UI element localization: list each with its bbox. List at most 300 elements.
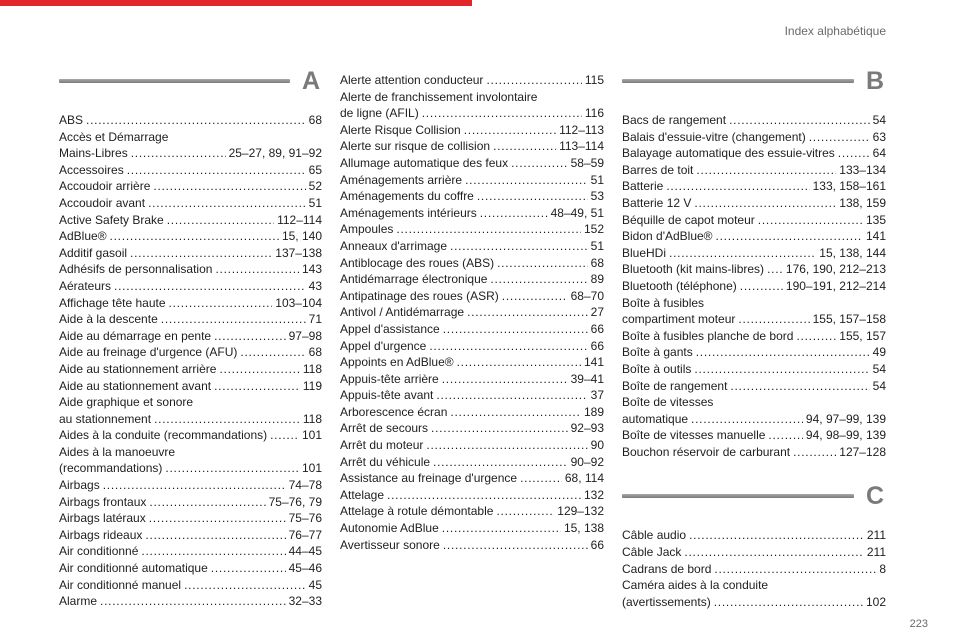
- index-entry: [59, 178, 322, 195]
- index-entry-pages: 143: [301, 262, 322, 277]
- dot-leader: [694, 361, 869, 378]
- index-entry: [340, 89, 604, 122]
- index-entry-term: Balais d'essuie-vitre (changement): [622, 129, 806, 144]
- index-entry-term: Antiblocage des roues (ABS): [340, 255, 495, 270]
- index-entry-pages: 90–92: [570, 454, 604, 469]
- index-entry-term: Active Safety Brake: [59, 212, 164, 227]
- section-header-b: [622, 67, 886, 112]
- index-entry-term: Appuis-tête avant: [340, 388, 434, 403]
- index-entry-row: [59, 494, 322, 511]
- index-entry-pages: 51: [590, 172, 604, 187]
- index-entry-heading: Boîte de vitesses: [622, 395, 714, 410]
- index-entry-row: [622, 245, 886, 262]
- index-entry-row: [340, 470, 604, 487]
- index-entry: [59, 295, 322, 312]
- index-entry-term: Bluetooth (téléphone): [622, 278, 737, 293]
- index-entry-pages: 45: [308, 577, 322, 592]
- dot-leader: [669, 245, 816, 262]
- index-entry-row: [59, 477, 322, 494]
- index-entry-pages: 65: [308, 162, 322, 177]
- index-entry-term: Attelage: [340, 487, 385, 502]
- section-letter: C: [865, 482, 884, 511]
- dot-leader: [486, 72, 581, 89]
- dot-leader: [148, 195, 306, 212]
- index-entry: [622, 527, 886, 544]
- index-entry-term: compartiment moteur: [622, 312, 736, 327]
- index-entry-pages: 15, 140: [281, 229, 322, 244]
- section-header-c: [622, 482, 886, 527]
- index-entry-term: Bidon d'AdBlue®: [622, 229, 713, 244]
- index-column-2: [340, 0, 604, 553]
- index-entry: [59, 328, 322, 345]
- index-entry: [340, 454, 604, 471]
- index-entry-pages: 133–134: [839, 162, 886, 177]
- index-entry: [622, 577, 886, 610]
- dot-leader: [716, 228, 863, 245]
- index-entry-term: Avertisseur sonore: [340, 537, 440, 552]
- index-entry: [340, 321, 604, 338]
- index-entry-pages: 76–77: [288, 527, 322, 542]
- index-entry-term: Batterie 12 V: [622, 195, 692, 210]
- dot-leader: [184, 577, 306, 594]
- index-entry-row: [622, 561, 886, 578]
- index-entry-term: Aides à la conduite (recommandations): [59, 428, 268, 443]
- dot-leader: [130, 245, 272, 262]
- index-entry: [59, 129, 322, 162]
- index-entry-term: Accoudoir arrière: [59, 179, 151, 194]
- dot-leader: [714, 594, 863, 611]
- index-entry: [622, 361, 886, 378]
- index-entry-row: [59, 112, 322, 129]
- index-entry-pages: 15, 138, 144: [819, 245, 886, 260]
- index-entry-heading: Accès et Démarrage: [59, 129, 169, 144]
- dot-leader: [131, 145, 226, 162]
- index-entry-heading: Boîte à fusibles: [622, 295, 705, 310]
- index-entry-pages: 133, 158–161: [812, 179, 886, 194]
- index-entry-pages: 190–191, 212–214: [785, 278, 886, 293]
- index-entry: [340, 155, 604, 172]
- index-entry: [622, 378, 886, 395]
- index-entry-pages: 119: [302, 378, 322, 393]
- index-entry-row: [59, 560, 322, 577]
- index-entry: [622, 178, 886, 195]
- index-entry: [59, 427, 322, 444]
- index-entry: [622, 162, 886, 179]
- index-entry-pages: 66: [590, 537, 604, 552]
- index-entry-pages: 52: [308, 179, 322, 194]
- dot-leader: [493, 138, 556, 155]
- index-entry-row: [59, 311, 322, 328]
- index-entry-term: Boîte à outils: [622, 361, 692, 376]
- index-entry-pages: 90: [590, 438, 604, 453]
- index-entry-heading: Caméra aides à la conduite: [622, 578, 769, 593]
- dot-leader: [689, 527, 864, 544]
- index-entry-row: [59, 195, 322, 212]
- index-entry: [340, 122, 604, 139]
- dot-leader: [219, 361, 299, 378]
- index-entry-term: Alerte Risque Collision: [340, 122, 461, 137]
- index-entry-term: Alerte attention conducteur: [340, 73, 484, 87]
- index-entry-pages: 25–27, 89, 91–92: [228, 146, 322, 161]
- index-entry: [340, 537, 604, 554]
- index-entry: [340, 354, 604, 371]
- index-entry: [59, 245, 322, 262]
- index-entry: [340, 338, 604, 355]
- index-entry-term: Antivol / Antidémarrage: [340, 305, 465, 320]
- index-entry-pages: 113–114: [559, 139, 604, 154]
- dot-leader: [145, 527, 285, 544]
- index-entry-row: [59, 278, 322, 295]
- dot-leader: [714, 561, 876, 578]
- dot-leader: [464, 122, 556, 139]
- index-entry-row: [340, 122, 604, 139]
- index-entry-row: [622, 344, 886, 361]
- index-entry-term: Alerte sur risque de collision: [340, 139, 491, 154]
- index-entry-term: Cadrans de bord: [622, 561, 712, 576]
- dot-leader: [436, 387, 587, 404]
- index-entry-pages: 132: [583, 487, 604, 502]
- dot-leader: [740, 278, 783, 295]
- index-entry-row: [622, 527, 886, 544]
- dot-leader: [141, 543, 285, 560]
- index-entry-term: Autonomie AdBlue: [340, 521, 439, 536]
- index-entry-term: Antidémarrage électronique: [340, 272, 488, 287]
- index-entry-pages: 141: [865, 229, 886, 244]
- index-entry: [59, 444, 322, 477]
- index-entry-row: [340, 387, 604, 404]
- dot-leader: [511, 155, 568, 172]
- index-entry-pages: 118: [302, 411, 322, 426]
- dot-leader: [684, 544, 863, 561]
- index-entry-row: [340, 105, 604, 122]
- dot-leader: [696, 344, 870, 361]
- index-entry-pages: 66: [590, 338, 604, 353]
- index-entry-row: [340, 437, 604, 454]
- dot-leader: [442, 371, 568, 388]
- dot-leader: [443, 537, 588, 554]
- dot-leader: [450, 238, 588, 255]
- dot-leader: [154, 411, 300, 428]
- index-entry-row: [622, 544, 886, 561]
- index-entry-row: [622, 444, 886, 461]
- dot-leader: [167, 212, 274, 229]
- index-entry-pages: 37: [590, 388, 604, 403]
- index-entry-term: Balayage automatique des essuie-vitres: [622, 146, 835, 161]
- index-entry: [59, 228, 322, 245]
- index-entry-row: [622, 361, 886, 378]
- index-entry: [622, 212, 886, 229]
- dot-leader: [149, 510, 286, 527]
- index-entry-row: [340, 221, 604, 238]
- index-entry: [59, 394, 322, 427]
- dot-leader: [240, 344, 305, 361]
- dot-leader: [730, 378, 869, 395]
- index-entry-pages: 89: [590, 272, 604, 287]
- index-entry-heading: Alerte de franchissement involontaire: [340, 89, 538, 104]
- index-entry-term: Câble audio: [622, 528, 687, 543]
- index-entry-pages: 53: [590, 189, 604, 204]
- index-entry-row: [340, 271, 604, 288]
- dot-leader: [169, 295, 273, 312]
- index-entry-pages: 116: [584, 106, 604, 121]
- index-entry-row: [340, 72, 604, 89]
- dot-leader: [520, 470, 562, 487]
- dot-leader: [796, 328, 836, 345]
- index-entry-pages: 115: [584, 73, 604, 87]
- index-entry-pages: 92–93: [570, 421, 604, 436]
- index-entry: [340, 138, 604, 155]
- index-entry: [59, 311, 322, 328]
- index-entry-row: [340, 205, 604, 222]
- index-entry: [622, 444, 886, 461]
- index-entry: [59, 361, 322, 378]
- index-entry: [622, 328, 886, 345]
- index-entry: [59, 560, 322, 577]
- dot-leader: [215, 261, 299, 278]
- index-entry-term: BlueHDi: [622, 245, 667, 260]
- index-entry: [622, 195, 886, 212]
- index-entry: [59, 577, 322, 594]
- index-entry: [59, 212, 322, 229]
- index-entry-row: [340, 304, 604, 321]
- index-entry-term: Aide au stationnement avant: [59, 378, 212, 393]
- index-entry: [340, 387, 604, 404]
- dot-leader: [767, 261, 783, 278]
- index-entry-row: [340, 238, 604, 255]
- index-entry-row: [59, 427, 322, 444]
- index-entry-row: [622, 378, 886, 395]
- index-entry-pages: 101: [301, 428, 322, 443]
- index-entry: [622, 129, 886, 146]
- index-entry-row: [340, 255, 604, 272]
- dot-leader: [110, 228, 279, 245]
- index-entry-pages: 135: [865, 212, 886, 227]
- dot-leader: [696, 162, 836, 179]
- index-entry-term: Arborescence écran: [340, 404, 448, 419]
- index-entry-term: Aérateurs: [59, 278, 112, 293]
- index-entry-pages: 75–76, 79: [268, 494, 322, 509]
- index-entry: [340, 221, 604, 238]
- dot-leader: [809, 129, 870, 146]
- section-rule: [59, 79, 290, 83]
- index-entry-pages: 211: [866, 545, 886, 560]
- dot-leader: [127, 162, 306, 179]
- dot-leader: [768, 427, 803, 444]
- index-entry: [59, 378, 322, 395]
- dot-leader: [496, 503, 554, 520]
- index-entry-term: automatique: [622, 411, 689, 426]
- index-entry-row: [59, 411, 322, 428]
- index-entry-row: [59, 261, 322, 278]
- index-entry-pages: 68, 114: [564, 471, 604, 486]
- index-entry-term: Béquille de capot moteur: [622, 212, 755, 227]
- dot-leader: [211, 560, 286, 577]
- index-entry-pages: 27: [590, 305, 604, 320]
- index-entry-pages: 44–45: [288, 544, 322, 559]
- index-entry: [59, 593, 322, 610]
- dot-leader: [387, 487, 581, 504]
- section-letter: B: [865, 67, 884, 95]
- dot-leader: [214, 378, 300, 395]
- index-column-3: [622, 0, 886, 610]
- index-entry-pages: 102: [865, 594, 886, 609]
- dot-leader: [426, 437, 587, 454]
- index-entry-term: Arrêt du moteur: [340, 438, 424, 453]
- index-entry: [59, 162, 322, 179]
- index-entry-pages: 51: [308, 195, 322, 210]
- index-entry-pages: 189: [583, 404, 604, 419]
- index-entry-row: [59, 527, 322, 544]
- dot-leader: [691, 411, 803, 428]
- index-entry-term: Appel d'assistance: [340, 321, 440, 336]
- index-entry-row: [59, 162, 322, 179]
- index-entry-row: [622, 112, 886, 129]
- index-entry: [59, 510, 322, 527]
- index-entry: [340, 520, 604, 537]
- index-entry-term: Aménagements intérieurs: [340, 205, 477, 220]
- index-entry-term: Assistance au freinage d'urgence: [340, 471, 518, 486]
- index-entry-row: [59, 295, 322, 312]
- index-entry-row: [340, 404, 604, 421]
- index-entry: [340, 487, 604, 504]
- dot-leader: [694, 195, 836, 212]
- index-entry-row: [59, 361, 322, 378]
- index-entry-term: Attelage à rotule démontable: [340, 504, 494, 519]
- index-entry-row: [59, 577, 322, 594]
- index-entry-term: Airbags latéraux: [59, 511, 146, 526]
- dot-leader: [450, 404, 581, 421]
- index-entry: [622, 344, 886, 361]
- index-entry-row: [59, 510, 322, 527]
- index-entry-row: [622, 212, 886, 229]
- index-entry-pages: 94, 97–99, 139: [805, 411, 886, 426]
- index-entry: [622, 295, 886, 328]
- index-entry: [340, 288, 604, 305]
- dot-leader: [114, 278, 306, 295]
- index-entries-b: [622, 112, 886, 460]
- index-entry-row: [622, 129, 886, 146]
- index-entry: [622, 112, 886, 129]
- index-entry: [59, 494, 322, 511]
- dot-leader: [431, 420, 568, 437]
- index-entry-row: [59, 145, 322, 162]
- index-entry: [340, 470, 604, 487]
- index-entry-pages: 68: [590, 255, 604, 270]
- index-entry-heading: Aide graphique et sonore: [59, 395, 194, 410]
- index-entry-pages: 141: [583, 355, 604, 370]
- index-entry-pages: 51: [590, 238, 604, 253]
- index-entry-pages: 138, 159: [839, 195, 886, 210]
- dot-leader: [396, 221, 581, 238]
- index-entry-term: Arrêt de secours: [340, 421, 429, 436]
- index-entry-term: Bacs de rangement: [622, 113, 727, 127]
- index-entry-pages: 101: [301, 461, 322, 476]
- index-entry-pages: 68–70: [570, 288, 604, 303]
- dot-leader: [738, 311, 809, 328]
- index-entry-term: Bluetooth (kit mains-libres): [622, 262, 765, 277]
- index-entry-term: Barres de toit: [622, 162, 694, 177]
- index-entry: [59, 278, 322, 295]
- index-entry-term: Appoints en AdBlue®: [340, 355, 454, 370]
- index-entry-pages: 39–41: [570, 371, 604, 386]
- index-entry-pages: 129–132: [557, 504, 604, 519]
- index-entry-term: de ligne (AFIL): [340, 106, 419, 121]
- index-entry-row: [340, 371, 604, 388]
- dot-leader: [666, 178, 809, 195]
- index-entry-term: Câble Jack: [622, 545, 682, 560]
- index-entry: [340, 172, 604, 189]
- index-entry-pages: 71: [308, 312, 322, 327]
- index-entry-row: [340, 537, 604, 554]
- dot-leader: [165, 460, 299, 477]
- index-entry-row: [622, 594, 886, 611]
- index-entry: [59, 195, 322, 212]
- index-entry-pages: 127–128: [839, 444, 886, 459]
- dot-leader: [838, 145, 870, 162]
- index-entry-term: Arrêt du véhicule: [340, 454, 431, 469]
- index-entry-row: [340, 155, 604, 172]
- index-entry-row: [59, 228, 322, 245]
- index-entry-term: Antipatinage des roues (ASR): [340, 288, 499, 303]
- index-entry: [340, 437, 604, 454]
- index-entry: [59, 477, 322, 494]
- index-entry-term: Bouchon réservoir de carburant: [622, 444, 791, 459]
- index-entry: [340, 255, 604, 272]
- index-entry-term: Allumage automatique des feux: [340, 155, 509, 170]
- index-entry: [340, 271, 604, 288]
- index-entry: [340, 371, 604, 388]
- dot-leader: [465, 172, 588, 189]
- index-entry-pages: 155, 157–158: [812, 312, 886, 327]
- dot-leader: [103, 477, 286, 494]
- index-entry-row: [340, 520, 604, 537]
- index-entry-row: [340, 487, 604, 504]
- index-entry: [59, 112, 322, 129]
- index-entry-term: Air conditionné manuel: [59, 577, 182, 592]
- section-rule: [622, 79, 854, 83]
- index-entry-row: [59, 344, 322, 361]
- dot-leader: [497, 255, 588, 272]
- index-entries-a: [59, 112, 322, 610]
- dot-leader: [270, 427, 299, 444]
- index-entry-term: Accoudoir avant: [59, 195, 146, 210]
- index-entry-pages: 176, 190, 212–213: [785, 262, 886, 277]
- section-rule: [622, 494, 854, 498]
- index-entry: [622, 145, 886, 162]
- index-entry-term: Adhésifs de personnalisation: [59, 262, 213, 277]
- index-entry-row: [340, 503, 604, 520]
- index-entry-pages: 54: [872, 378, 886, 393]
- index-entry-heading: Aides à la manoeuvre: [59, 444, 176, 459]
- dot-leader: [153, 178, 305, 195]
- index-entry: [622, 561, 886, 578]
- index-entry: [340, 404, 604, 421]
- dot-leader: [457, 354, 581, 371]
- index-entry-row: [622, 261, 886, 278]
- index-entry-pages: 112–114: [277, 212, 322, 227]
- index-entry-row: [622, 178, 886, 195]
- index-entries-a-continued: [340, 72, 604, 553]
- index-entry-row: [622, 411, 886, 428]
- index-entry-term: Batterie: [622, 179, 664, 194]
- index-entry-term: Boîte à gants: [622, 345, 693, 360]
- index-entry-pages: 8: [879, 561, 886, 576]
- index-entry-pages: 75–76: [288, 511, 322, 526]
- index-entry-pages: 94, 98–99, 139: [805, 428, 886, 443]
- dot-leader: [490, 271, 587, 288]
- dot-leader: [793, 444, 836, 461]
- index-entry: [59, 344, 322, 361]
